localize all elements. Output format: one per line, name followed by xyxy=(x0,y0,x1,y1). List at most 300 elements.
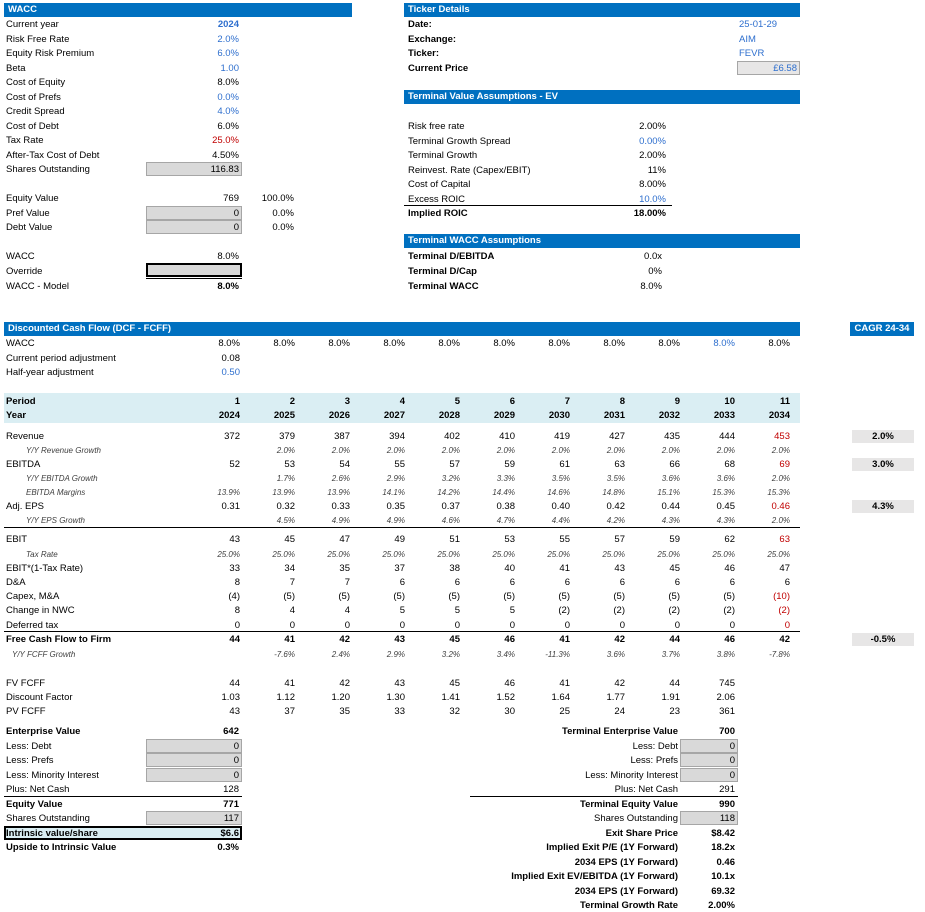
row-cell: 3.7% xyxy=(661,650,680,659)
row-cell: 2.0% xyxy=(386,446,405,455)
row-cell: 45 xyxy=(284,534,295,545)
capital-weight: 0.0% xyxy=(272,222,294,233)
period-cell: 5 xyxy=(454,396,460,407)
row-cell: (5) xyxy=(613,591,625,602)
row-cell: 2.0% xyxy=(331,446,350,455)
row-cell: 59 xyxy=(504,459,515,470)
row-cell: 2.0% xyxy=(716,446,735,455)
terminal-valuation-value: 2.00% xyxy=(708,900,735,911)
terminal-value[interactable]: 10.0% xyxy=(639,193,666,205)
row-cell: 6 xyxy=(564,577,570,588)
row-cell: 0.44 xyxy=(661,501,680,512)
row-cell: 41 xyxy=(559,634,570,645)
capital-weight: 0.0% xyxy=(272,207,294,219)
row-cell: (5) xyxy=(503,591,515,602)
terminal-value: 2.00% xyxy=(639,150,666,161)
terminal-label: Risk free rate xyxy=(408,121,465,132)
row-label: Revenue xyxy=(6,431,45,442)
row-label: D&A xyxy=(6,577,26,588)
wacc-model-label: WACC - Model xyxy=(6,281,69,292)
row-cell: 453 xyxy=(774,431,790,442)
row-cell: 2.4% xyxy=(331,650,350,659)
row-cell: 2.0% xyxy=(771,516,790,525)
dcf-wacc-cell: 8.0% xyxy=(328,338,350,349)
period-cell: 3 xyxy=(344,396,350,407)
row-cell: 2.0% xyxy=(771,446,790,455)
wacc-label: WACC xyxy=(6,251,35,262)
row-cell: 41 xyxy=(284,634,295,645)
row-cell: (5) xyxy=(393,591,405,602)
row-cell: 15.3% xyxy=(767,488,790,497)
row-cell: 2.0% xyxy=(771,474,790,483)
row-cell: 5 xyxy=(454,605,460,616)
row-cell: 46 xyxy=(724,563,735,574)
row-cell: 41 xyxy=(559,563,570,574)
current-period-adjustment-label: Current period adjustment xyxy=(6,353,116,364)
row-cell: 410 xyxy=(499,431,515,442)
row-cell: 0 xyxy=(619,620,625,631)
terminal-value-header: Terminal Value Assumptions - EV xyxy=(404,90,800,104)
row-cell: 0.46 xyxy=(771,501,790,512)
capital-value: 769 xyxy=(223,193,239,204)
wacc-header: WACC xyxy=(4,3,352,17)
ticker-label: Date: xyxy=(408,19,432,30)
cagr-cell: 4.3% xyxy=(852,500,914,513)
valuation-value: $6.6 xyxy=(220,827,239,839)
terminal-label: Reinvest. Rate (Capex/EBIT) xyxy=(408,164,531,176)
row-cell: 25.0% xyxy=(437,550,460,559)
wacc-value[interactable]: 116.83 xyxy=(210,164,239,175)
row-cell: 1.03 xyxy=(221,692,240,703)
terminal-valuation-value: $8.42 xyxy=(711,827,735,839)
year-cell: 2025 xyxy=(273,410,295,421)
row-cell: 3.3% xyxy=(496,474,515,483)
row-cell: 32 xyxy=(449,706,460,717)
row-cell: 0 xyxy=(674,620,680,631)
row-cell: 25.0% xyxy=(712,550,735,559)
terminal-value: 18.00% xyxy=(633,208,666,219)
row-cell: 0.37 xyxy=(441,501,460,512)
terminal-valuation-value: 10.1x xyxy=(711,871,735,882)
terminal-label: Excess ROIC xyxy=(408,193,466,205)
row-cell: 25.0% xyxy=(767,550,790,559)
row-label: Deferred tax xyxy=(6,620,59,631)
ebit-topline xyxy=(4,527,800,528)
valuation-label: Less: Debt xyxy=(6,740,52,752)
terminal-valuation-value[interactable]: 0 xyxy=(729,755,735,766)
period-cell: 7 xyxy=(564,396,570,407)
terminal-label: Terminal Growth xyxy=(408,150,478,161)
row-cell: 6 xyxy=(784,577,790,588)
cagr-cell: -0.5% xyxy=(852,633,914,646)
row-cell: 6 xyxy=(729,577,735,588)
dcf-wacc-cell: 8.0% xyxy=(768,338,790,349)
row-cell: 14.6% xyxy=(547,488,570,497)
row-cell: 53 xyxy=(284,459,295,470)
terminal-valuation-label: Terminal Equity Value xyxy=(579,798,678,810)
row-cell: 45 xyxy=(669,563,680,574)
terminal-value[interactable]: 0.00% xyxy=(639,135,666,147)
dcf-wacc-label: WACC xyxy=(6,338,35,349)
row-label: FV FCFF xyxy=(6,678,46,689)
row-cell: 3.5% xyxy=(551,474,570,483)
dcf-wacc-cell: 8.0% xyxy=(273,338,295,349)
wacc-value[interactable]: 1.00 xyxy=(220,62,239,74)
row-cell: 1.20 xyxy=(331,692,350,703)
row-cell: 6 xyxy=(509,577,515,588)
row-cell: 55 xyxy=(394,459,405,470)
ticker-label: Exchange: xyxy=(408,33,457,45)
row-cell: 53 xyxy=(504,534,515,545)
valuation-value[interactable]: 0 xyxy=(233,740,239,752)
wacc-value[interactable]: 6.0% xyxy=(217,48,239,59)
row-cell: 0 xyxy=(289,620,295,631)
row-cell: 14.2% xyxy=(437,488,460,497)
row-cell: 2.0% xyxy=(441,446,460,455)
row-cell: 4.5% xyxy=(276,516,295,525)
terminal-valuation-label: Shares Outstanding xyxy=(594,813,678,824)
row-cell: 745 xyxy=(719,678,735,689)
row-cell: 3.6% xyxy=(661,474,680,483)
row-cell: (2) xyxy=(778,605,790,616)
terminal-value: 8.00% xyxy=(639,179,666,190)
terminal-wacc-value: 0% xyxy=(648,266,662,277)
row-cell: 42 xyxy=(614,678,625,689)
valuation-label: Equity Value xyxy=(6,798,63,810)
row-cell: (2) xyxy=(613,605,625,616)
row-label: Y/Y FCFF Growth xyxy=(12,650,76,659)
row-cell: 3.2% xyxy=(441,650,460,659)
row-cell: 25.0% xyxy=(602,550,625,559)
row-cell: 3.4% xyxy=(496,650,515,659)
wacc-value: 8.0% xyxy=(217,251,239,262)
wacc-value: 6.0% xyxy=(217,120,239,132)
wacc-value[interactable]: 0.0% xyxy=(217,91,239,103)
row-cell: 8 xyxy=(234,577,240,588)
row-label: EBITDA Margins xyxy=(26,488,86,497)
row-label: Y/Y Revenue Growth xyxy=(26,446,102,455)
terminal-valuation-label: Implied Exit EV/EBITDA (1Y Forward) xyxy=(511,871,678,882)
terminal-valuation-label: Terminal Enterprise Value xyxy=(562,726,678,737)
row-cell: 0 xyxy=(564,620,570,631)
valuation-value: 128 xyxy=(223,784,239,795)
row-cell: (2) xyxy=(668,605,680,616)
row-cell: 419 xyxy=(554,431,570,442)
dcf-wacc-cell: 8.0% xyxy=(548,338,570,349)
row-cell: 49 xyxy=(394,534,405,545)
wacc-label: Cost of Equity xyxy=(6,77,66,88)
wacc-value: 4.50% xyxy=(212,149,239,161)
row-cell: 402 xyxy=(444,431,460,442)
cagr-cell: 2.0% xyxy=(852,430,914,443)
terminal-valuation-value[interactable]: 0 xyxy=(729,769,735,781)
row-cell: 8 xyxy=(234,605,240,616)
override-input[interactable] xyxy=(146,263,242,277)
implied-roic-topline xyxy=(404,205,672,206)
half-year-adjustment-value[interactable]: 0.50 xyxy=(221,367,240,378)
row-cell: (5) xyxy=(448,591,460,602)
terminal-valuation-label: Less: Minority Interest xyxy=(585,769,678,781)
year-cell: 2026 xyxy=(328,410,350,421)
year-label: Year xyxy=(6,410,27,421)
row-cell: (2) xyxy=(558,605,570,616)
period-cell: 6 xyxy=(509,396,515,407)
row-cell: 35 xyxy=(339,706,350,717)
row-cell: 0 xyxy=(399,620,405,631)
cagr-cell: 3.0% xyxy=(852,458,914,471)
ticker-value[interactable]: 25-01-29 xyxy=(739,19,778,30)
wacc-value[interactable]: 4.0% xyxy=(217,106,239,117)
row-cell: 59 xyxy=(669,534,680,545)
row-cell: 44 xyxy=(669,634,680,645)
fcff-topline xyxy=(4,631,800,632)
row-label: EBITDA xyxy=(6,459,41,470)
row-cell: 3.8% xyxy=(716,650,735,659)
row-cell: 2.0% xyxy=(551,446,570,455)
terminal-value: 2.00% xyxy=(639,121,666,132)
terminal-valuation-label: 2034 EPS (1Y Forward) xyxy=(574,856,678,868)
row-cell: 47 xyxy=(779,563,790,574)
row-cell: 24 xyxy=(614,706,625,717)
valuation-label: Enterprise Value xyxy=(6,726,81,737)
row-cell: 0.35 xyxy=(386,501,405,512)
row-label: Y/Y EPS Growth xyxy=(26,516,85,525)
row-cell: 42 xyxy=(779,634,790,645)
period-label: Period xyxy=(6,396,36,407)
dcf-header: Discounted Cash Flow (DCF - FCFF) xyxy=(4,322,800,336)
row-cell: 4 xyxy=(344,605,350,616)
valuation-value[interactable]: 0 xyxy=(233,769,239,781)
row-cell: 1.12 xyxy=(276,692,295,703)
row-cell: 1.30 xyxy=(386,692,405,703)
wacc-value[interactable]: 2.0% xyxy=(217,33,239,45)
capital-value[interactable]: 0 xyxy=(233,207,239,219)
valuation-label: Intrinsic value/share xyxy=(6,827,98,839)
dcf-wacc-cell: 8.0% xyxy=(713,338,735,349)
row-cell: -11.3% xyxy=(545,650,570,659)
row-cell: 44 xyxy=(229,634,240,645)
override-label: Override xyxy=(6,266,43,277)
row-cell: 1.64 xyxy=(551,692,570,703)
row-cell: 0.38 xyxy=(496,501,515,512)
period-cell: 1 xyxy=(234,396,240,407)
half-year-adjustment-label: Half-year adjustment xyxy=(6,367,94,378)
row-cell: 30 xyxy=(504,706,515,717)
terminal-valuation-value[interactable]: 0 xyxy=(729,740,735,752)
capital-value[interactable]: 0 xyxy=(233,222,239,233)
row-cell: 25.0% xyxy=(272,550,295,559)
row-cell: 4 xyxy=(289,605,295,616)
wacc-value[interactable]: 2024 xyxy=(217,19,239,30)
valuation-value[interactable]: 0 xyxy=(233,755,239,766)
row-cell: (10) xyxy=(773,591,790,602)
terminal-label: Cost of Capital xyxy=(408,179,471,190)
terminal-wacc-header: Terminal WACC Assumptions xyxy=(404,234,800,248)
row-cell: 15.3% xyxy=(712,488,735,497)
valuation-label: Upside to Intrinsic Value xyxy=(6,842,117,853)
dcf-wacc-cell: 8.0% xyxy=(603,338,625,349)
year-cell: 2027 xyxy=(383,410,405,421)
row-label: Change in NWC xyxy=(6,605,75,616)
row-cell: 2.0% xyxy=(661,446,680,455)
row-cell: 45 xyxy=(449,634,460,645)
row-cell: 2.6% xyxy=(331,474,350,483)
row-cell: 46 xyxy=(504,634,515,645)
current-price-value[interactable]: £6.58 xyxy=(773,62,797,74)
ticker-label: Current Price xyxy=(408,62,469,74)
terminal-valuation-label: Terminal Growth Rate xyxy=(579,900,678,911)
year-cell: 2031 xyxy=(603,410,625,421)
row-label: EBIT*(1-Tax Rate) xyxy=(6,563,84,574)
row-cell: 41 xyxy=(559,678,570,689)
dcf-wacc-cell: 8.0% xyxy=(218,338,240,349)
capital-weight: 100.0% xyxy=(261,193,294,204)
row-cell: 43 xyxy=(394,634,405,645)
row-cell: 0 xyxy=(234,620,240,631)
valuation-value: 642 xyxy=(223,726,239,737)
row-cell: 2.0% xyxy=(276,446,295,455)
row-cell: (5) xyxy=(558,591,570,602)
terminal-wacc-value: 0.0x xyxy=(644,251,662,262)
terminal-valuation-value: 69.32 xyxy=(711,885,735,897)
row-cell: 43 xyxy=(394,678,405,689)
row-cell: 35 xyxy=(339,563,350,574)
row-cell: 63 xyxy=(779,534,790,545)
period-cell: 2 xyxy=(289,396,295,407)
row-cell: 13.9% xyxy=(272,488,295,497)
row-cell: 14.1% xyxy=(382,488,405,497)
wacc-label: Risk Free Rate xyxy=(6,33,70,45)
row-cell: 0.40 xyxy=(551,501,570,512)
row-cell: 4.6% xyxy=(441,516,460,525)
valuation-label: Plus: Net Cash xyxy=(6,784,70,795)
year-cell: 2030 xyxy=(548,410,570,421)
row-cell: 394 xyxy=(389,431,405,442)
row-cell: 33 xyxy=(394,706,405,717)
row-cell: 4.4% xyxy=(551,516,570,525)
ticker-value[interactable]: AIM xyxy=(739,33,756,45)
current-period-adjustment-value: 0.08 xyxy=(221,353,240,364)
row-cell: 1.77 xyxy=(606,692,625,703)
terminal-valuation-value: 0.46 xyxy=(716,856,735,868)
row-cell: 63 xyxy=(614,459,625,470)
row-cell: 37 xyxy=(394,563,405,574)
terminal-valuation-value: 291 xyxy=(719,784,735,795)
row-cell: 1.91 xyxy=(661,692,680,703)
row-cell: 0 xyxy=(729,620,735,631)
wacc-model-topline xyxy=(146,278,242,279)
year-cell: 2024 xyxy=(218,410,240,421)
row-cell: 435 xyxy=(664,431,680,442)
row-cell: 379 xyxy=(279,431,295,442)
row-cell: 40 xyxy=(504,563,515,574)
row-cell: 427 xyxy=(609,431,625,442)
wacc-model-value: 8.0% xyxy=(217,281,239,292)
terminal-label: Implied ROIC xyxy=(408,208,468,219)
row-cell: (4) xyxy=(228,591,240,602)
row-cell: 3.2% xyxy=(441,474,460,483)
row-cell: 1.52 xyxy=(496,692,515,703)
terminal-valuation-value: 700 xyxy=(719,726,735,737)
wacc-label: Equity Risk Premium xyxy=(6,48,95,59)
capital-label: Equity Value xyxy=(6,193,59,204)
terminal-valuation-value[interactable]: 118 xyxy=(719,813,735,824)
row-cell: 25 xyxy=(559,706,570,717)
year-cell: 2028 xyxy=(438,410,460,421)
row-cell: 43 xyxy=(229,706,240,717)
row-cell: 44 xyxy=(669,678,680,689)
row-cell: 4.3% xyxy=(661,516,680,525)
row-cell: 372 xyxy=(224,431,240,442)
row-cell: 3.5% xyxy=(606,474,625,483)
row-cell: 1.7% xyxy=(276,474,295,483)
row-cell: (5) xyxy=(668,591,680,602)
row-cell: (2) xyxy=(723,605,735,616)
valuation-label: Shares Outstanding xyxy=(6,813,90,824)
row-cell: 69 xyxy=(779,459,790,470)
row-cell: 4.9% xyxy=(386,516,405,525)
row-cell: 4.9% xyxy=(331,516,350,525)
row-cell: 25.0% xyxy=(327,550,350,559)
row-cell: 3.6% xyxy=(716,474,735,483)
row-cell: 0 xyxy=(454,620,460,631)
row-cell: 6 xyxy=(619,577,625,588)
row-cell: 25.0% xyxy=(492,550,515,559)
row-cell: 66 xyxy=(669,459,680,470)
terminal-wacc-label: Terminal WACC xyxy=(408,281,479,292)
row-cell: -7.8% xyxy=(769,650,790,659)
row-cell: 25.0% xyxy=(547,550,570,559)
row-cell: 14.4% xyxy=(492,488,515,497)
row-cell: 6 xyxy=(674,577,680,588)
valuation-value[interactable]: 117 xyxy=(223,813,239,824)
terminal-valuation-value: 18.2x xyxy=(711,842,735,853)
row-cell: 0 xyxy=(344,620,350,631)
capital-label: Debt Value xyxy=(6,222,53,233)
row-cell: 13.9% xyxy=(217,488,240,497)
row-cell: 2.06 xyxy=(716,692,735,703)
row-cell: 2.0% xyxy=(496,446,515,455)
row-cell: (5) xyxy=(338,591,350,602)
row-cell: 6 xyxy=(399,577,405,588)
row-cell: 1.41 xyxy=(441,692,460,703)
ticker-label: Ticker: xyxy=(408,48,439,59)
row-cell: (5) xyxy=(283,591,295,602)
row-cell: 62 xyxy=(724,534,735,545)
row-cell: 0 xyxy=(509,620,515,631)
wacc-label: Beta xyxy=(6,62,26,74)
period-cell: 10 xyxy=(724,396,735,407)
row-cell: 0.32 xyxy=(276,501,295,512)
row-label: Free Cash Flow to Firm xyxy=(6,634,112,645)
terminal-valuation-label: 2034 EPS (1Y Forward) xyxy=(574,885,678,897)
row-cell: 46 xyxy=(504,678,515,689)
ticker-value[interactable]: FEVR xyxy=(739,48,765,59)
row-label: PV FCFF xyxy=(6,706,46,717)
wacc-label: Shares Outstanding xyxy=(6,164,90,175)
cagr-header: CAGR 24-34 xyxy=(850,322,914,336)
row-cell: 25.0% xyxy=(382,550,405,559)
year-cell: 2032 xyxy=(658,410,680,421)
row-cell: 5 xyxy=(399,605,405,616)
row-cell: 61 xyxy=(559,459,570,470)
row-cell: 54 xyxy=(339,459,350,470)
period-cell: 9 xyxy=(674,396,680,407)
row-cell: 4.7% xyxy=(496,516,515,525)
row-label: Discount Factor xyxy=(6,692,73,703)
row-cell: 42 xyxy=(339,678,350,689)
row-cell: 444 xyxy=(719,431,735,442)
